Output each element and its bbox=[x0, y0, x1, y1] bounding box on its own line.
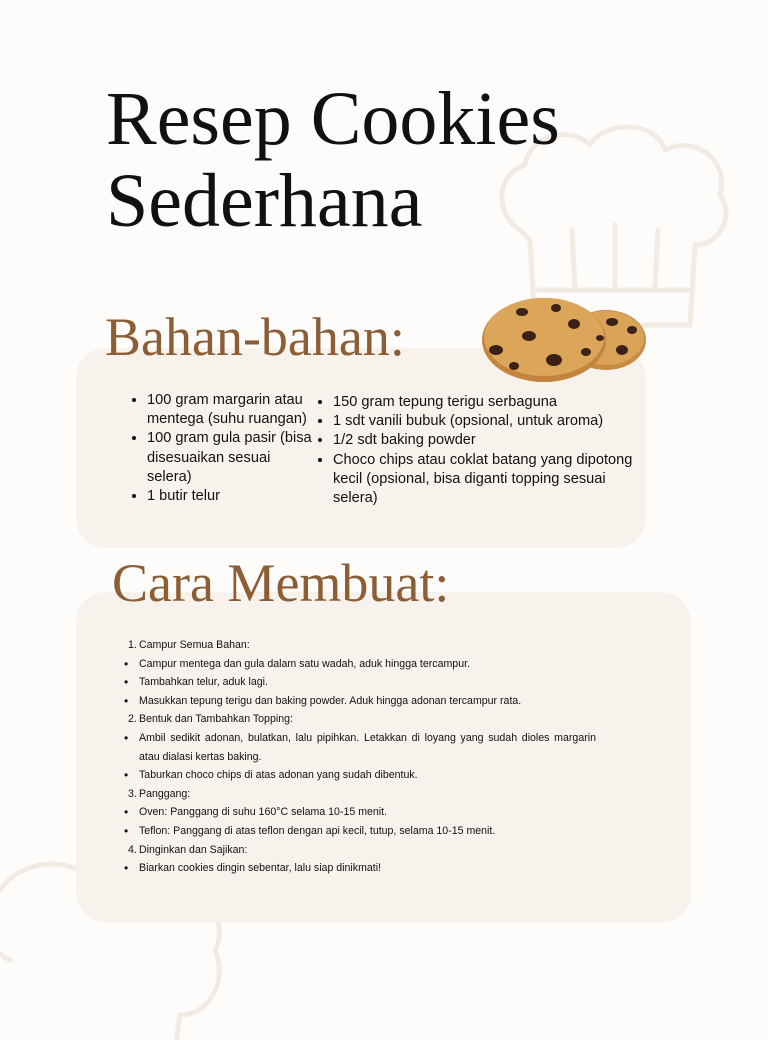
method-step: 4. Dinginkan dan Sajikan: bbox=[128, 843, 248, 856]
method-bullet: • Masukkan tepung terigu dan baking powder. Aduk hingga adonan tercampur rata. bbox=[118, 692, 596, 711]
method-heading: Cara Membuat: bbox=[112, 553, 450, 613]
method-step: 3. Panggang: bbox=[128, 787, 191, 800]
method-bullet: • Biarkan cookies dingin sebentar, lalu siap dinikmati! bbox=[118, 859, 596, 878]
method-bullet: • Ambil sedikit adonan, bulatkan, lalu pipihkan. Letakkan di loyang yang sudah dioles margarin atau dialasi kertas baking. bbox=[118, 729, 596, 766]
ingredient-item: • 1/2 sdt baking powder bbox=[333, 431, 633, 450]
ingredients-heading: Bahan-bahan: bbox=[105, 307, 405, 367]
method-bullet: • Taburkan choco chips di atas adonan yang sudah dibentuk. bbox=[118, 766, 596, 785]
method-steps bbox=[118, 636, 596, 878]
method-bullet: • Oven: Panggang di suhu 160°C selama 10-15 menit. bbox=[118, 803, 596, 822]
method-step: 1. Campur Semua Bahan: bbox=[128, 639, 250, 651]
ingredient-item: • 150 gram tepung terigu serbaguna bbox=[333, 393, 633, 412]
method-step: 2. Bentuk dan Tambahkan Topping: bbox=[128, 713, 293, 726]
cookies-image bbox=[474, 292, 650, 386]
ingredient-item: • 100 gram gula pasir (bisa disesuaikan sesuai selera) bbox=[147, 429, 317, 487]
ingredients-list-right bbox=[311, 393, 633, 508]
method-bullet: • Campur mentega dan gula dalam satu wadah, aduk hingga tercampur. bbox=[118, 655, 596, 674]
ingredient-item: • 1 sdt vanili bubuk (opsional, untuk aroma) bbox=[333, 412, 633, 431]
method-bullet: • Teflon: Panggang di atas teflon dengan api kecil, tutup, selama 10-15 menit. bbox=[118, 822, 596, 841]
page-title: Resep Cookies Sederhana bbox=[106, 77, 560, 243]
ingredient-item: • Choco chips atau coklat batang yang dipotong kecil (opsional, bisa diganti topping sesuai selera) bbox=[333, 451, 633, 509]
method-bullet: • Tambahkan telur, aduk lagi. bbox=[118, 673, 596, 692]
ingredients-list-left bbox=[125, 391, 317, 506]
ingredient-item: • 1 butir telur bbox=[147, 487, 317, 506]
ingredient-item: • 100 gram margarin atau mentega (suhu ruangan) bbox=[147, 391, 317, 429]
